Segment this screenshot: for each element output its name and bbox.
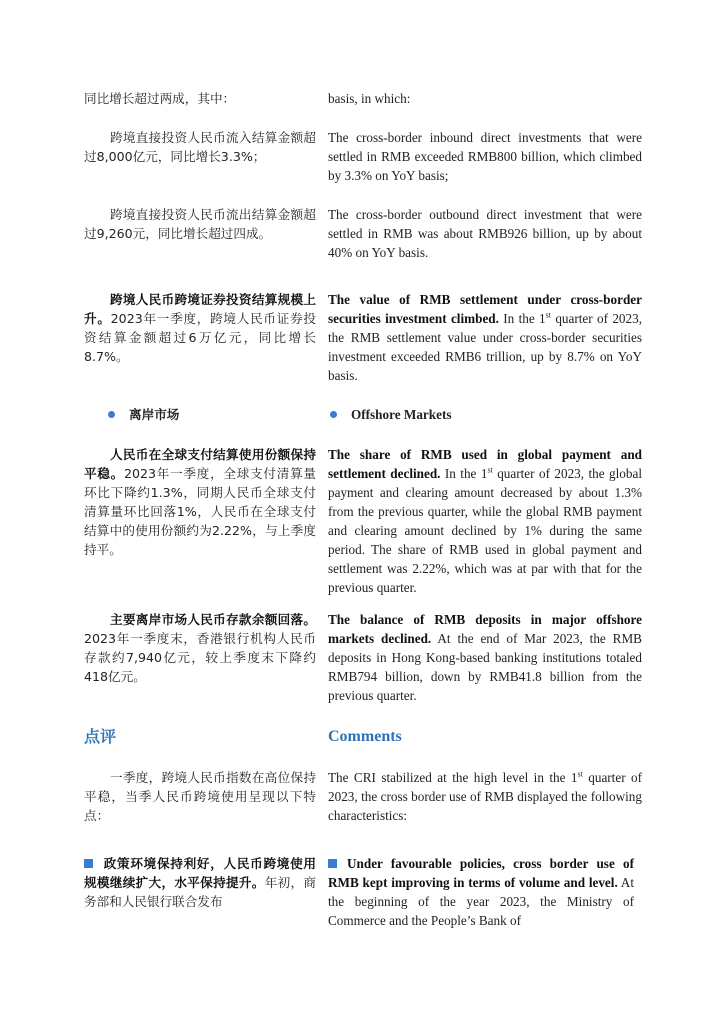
en-deposits-body: At the end of Mar 2023, the RMB deposits in Hong Kong-based banking institutions totaled RMB794 billion, down by RMB41.8 billion from the previous quarter. [328, 631, 642, 703]
en-comments-heading: Comments [328, 728, 402, 745]
en-policy-lead: Under favourable policies, cross border use of RMB kept improving in terms of volume and level. [328, 856, 634, 890]
en-securities-pre: In the 1 [498, 311, 546, 326]
en-securities-post: quarter of 2023, the RMB settlement value under cross-border securities investment exceeded RMB6 trillion, up by 8.7% on YoY basis. [328, 311, 643, 383]
en-payment-share-post: quarter of 2023, the global payment and clearing amount decreased by about 1.3% from the previous quarter, while the global RMB payment and clearing amount declined by 1% during the same period. The share of RMB used in global payment and settlement was 2.22%, which was at par with that for the previous quarter. [328, 466, 642, 595]
zh-outbound-paragraph: 跨境直接投资人民币流出结算金额超过9,260元，同比增长超过四成。 [84, 207, 316, 241]
en-cri-paragraph [328, 768, 642, 825]
zh-securities-body: 2023年一季度，跨境人民币证券投资结算金额超过6万亿元，同比增长8.7%。 [84, 311, 317, 364]
zh-cri-paragraph: 一季度，跨境人民币指数在高位保持平稳，当季人民币跨境使用呈现以下特点： [84, 770, 316, 823]
zh-intro-continuation: 同比增长超过两成，其中： [84, 91, 236, 106]
en-securities-paragraph [328, 290, 642, 385]
zh-deposits-paragraph [84, 610, 316, 686]
en-inbound-paragraph: The cross-border inbound direct investments that were settled in RMB exceeded RMB800 billion, which climbed by 3.3% on YoY basis; [328, 130, 642, 183]
en-policy-paragraph [328, 854, 634, 930]
en-offshore-label: Offshore Markets [351, 407, 452, 422]
en-policy-body: At the beginning of the year 2023, the Ministry of Commerce and the People’s Bank of [328, 875, 634, 928]
zh-payment-share-body: 2023年一季度，全球支付清算量环比下降约1.3%，同期人民币全球支付清算量环比回落1%，人民币在全球支付结算中的使用份额约为2.22%，与上季度持平。 [84, 466, 317, 557]
en-deposits-paragraph [328, 610, 642, 705]
en-cri-pre: The CRI stabilized at the high level in the 1 [328, 770, 578, 785]
bullet-dot-icon [330, 411, 337, 418]
zh-payment-share-lead: 人民币在全球支付结算使用份额保持平稳。 [84, 447, 316, 481]
en-payment-share-paragraph [328, 445, 642, 597]
zh-offshore-label: 离岸市场 [129, 407, 180, 422]
en-deposits-lead: The balance of RMB deposits in major offshore markets declined. [328, 612, 642, 646]
zh-securities-lead: 跨境人民币跨境证券投资结算规模上升。 [84, 292, 316, 326]
en-cri-post: quarter of 2023, the cross border use of RMB displayed the following characteristics: [328, 770, 642, 823]
square-bullet-icon [84, 859, 93, 868]
en-offshore-bullet [330, 405, 451, 424]
zh-deposits-body: 2023年一季度末，香港银行机构人民币存款约7,940亿元，较上季度末下降约418亿元。 [84, 631, 316, 684]
en-payment-share-pre: In the 1 [440, 466, 488, 481]
en-cri-sup: st [577, 769, 583, 779]
en-intro-continuation: basis, in which: [328, 91, 411, 106]
zh-payment-share-paragraph [84, 445, 316, 559]
zh-offshore-bullet [108, 405, 179, 424]
zh-policy-lead: 政策环境保持利好，人民币跨境使用规模继续扩大，水平保持提升。 [84, 856, 316, 890]
en-payment-share-lead: The share of RMB used in global payment and settlement declined. [328, 447, 642, 481]
zh-inbound-paragraph: 跨境直接投资人民币流入结算金额超过8,000亿元，同比增长3.3%； [84, 130, 316, 164]
zh-policy-body: 年初，商务部和人民银行联合发布 [84, 875, 316, 909]
en-payment-share-sup: st [487, 465, 493, 475]
zh-deposits-lead: 主要离岸市场人民币存款余额回落。 [110, 612, 316, 627]
zh-securities-paragraph [84, 290, 316, 366]
zh-comments-heading: 点评 [84, 727, 117, 746]
square-bullet-icon [328, 859, 337, 868]
en-securities-sup: st [545, 310, 551, 320]
en-outbound-paragraph: The cross-border outbound direct investment that were settled in RMB was about RMB926 billion, up by about 40% on YoY basis. [328, 207, 642, 260]
bullet-dot-icon [108, 411, 115, 418]
zh-policy-paragraph [84, 854, 316, 911]
en-securities-lead: The value of RMB settlement under cross-border securities investment climbed. [328, 292, 642, 326]
